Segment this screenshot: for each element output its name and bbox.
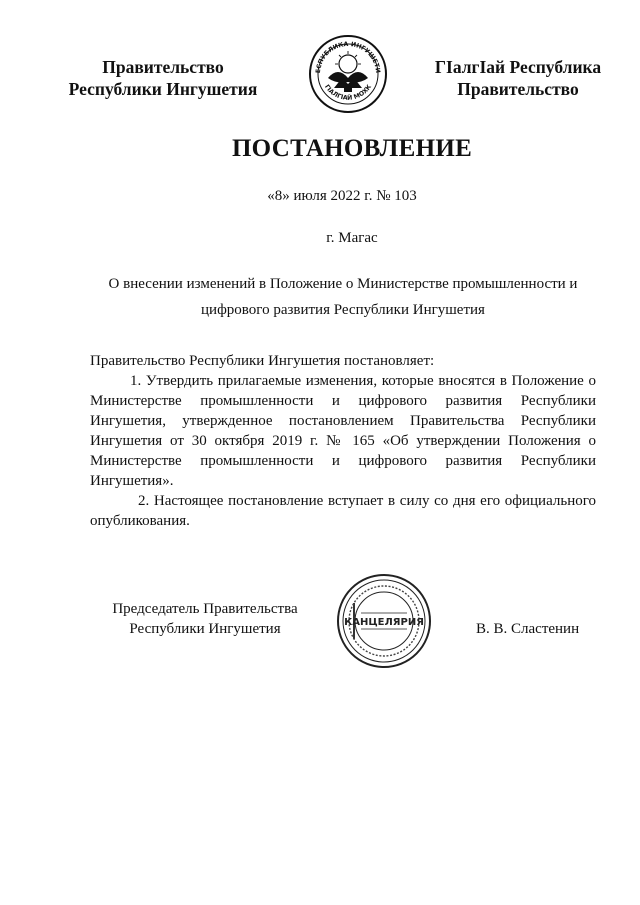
signatory-name: В. В. Сластенин xyxy=(476,621,580,637)
item-1: 1. Утвердить прилагаемые изменения, которые вносятся в Положение о Министерстве промышленности и цифрового развития Республики Ингушетия, утвержденное постановлением Правительства Республики Ингушетия от 30 октября 2019 г. № 165 «Об утверждении Положения о Министерстве промышленности и цифрового развития Республики Ингушетия». xyxy=(90,373,596,489)
header-left-line2: Республики Ингушетия xyxy=(68,79,258,99)
document-dateline: «8» июля 2022 г. № 103 xyxy=(267,188,417,204)
document-body xyxy=(90,351,596,531)
signatory-position-line1: Председатель Правительства xyxy=(112,601,298,617)
header-right xyxy=(412,56,624,100)
subject-line1: О внесении изменений в Положение о Министерстве промышленности и xyxy=(108,276,578,292)
coat-of-arms-icon xyxy=(308,34,388,114)
seal-stamp-icon xyxy=(336,573,432,669)
preamble: Правительство Республики Ингушетия постановляет: xyxy=(90,353,435,369)
document-city: г. Магас xyxy=(326,230,378,246)
document-subject xyxy=(90,271,596,323)
signatory-position xyxy=(100,599,310,639)
header-left-line1: Правительство xyxy=(102,57,224,77)
svg-text:РЕСПУБЛИКА ИНГУШЕТИЯ: ЕСПУБЛИКА ИНГУШЕТИ xyxy=(314,40,382,74)
svg-text:КАНЦЕЛЯРИЯ: КАНЦЕЛЯРИЯ xyxy=(344,617,424,628)
signatory-position-line2: Республики Ингушетия xyxy=(129,621,281,637)
header-right-line2: Правительство xyxy=(457,79,579,99)
header-left xyxy=(48,56,278,100)
document-title: ПОСТАНОВЛЕНИЕ xyxy=(231,135,473,162)
header-right-line1: ГIалгIай Республика xyxy=(434,57,602,77)
subject-line2: цифрового развития Республики Ингушетия xyxy=(201,302,485,318)
svg-text:ГIАЛГIАЙ МОХК: ГIАЛГIАЙ МОХК xyxy=(323,83,374,102)
item-2: 2. Настоящее постановление вступает в силу со дня его официального опубликования. xyxy=(90,493,596,529)
